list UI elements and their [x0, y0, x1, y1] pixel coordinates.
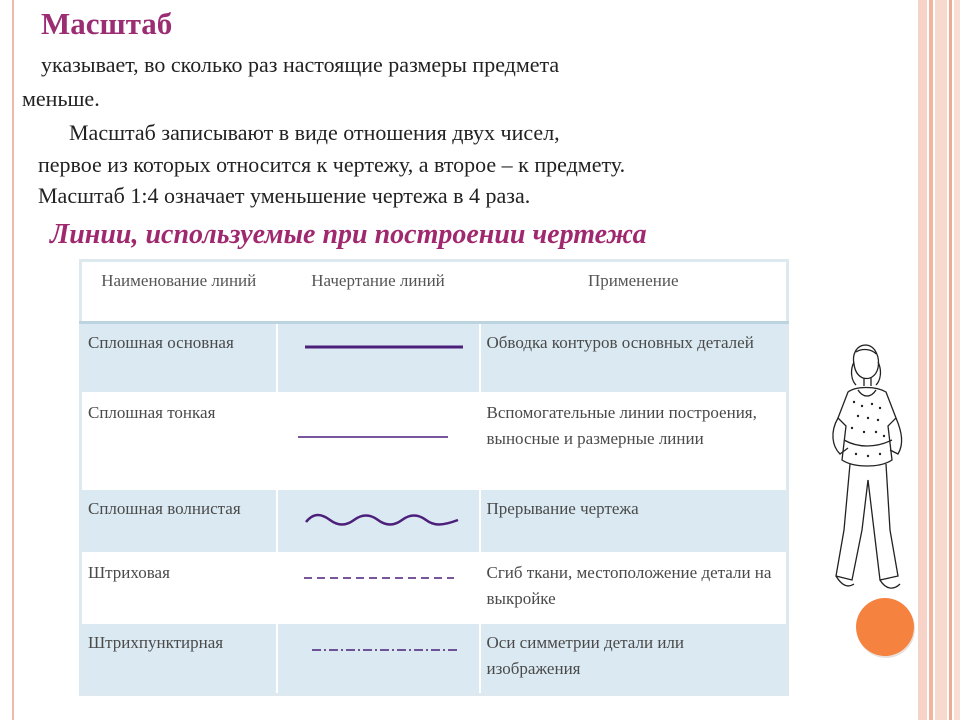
girl-illustration: [818, 340, 918, 600]
line-usage: Сгиб ткани, местоположение детали на выкройке: [480, 553, 788, 623]
line-usage: Обводка контуров основных деталей: [480, 323, 788, 393]
line-types-table: [79, 259, 789, 696]
left-border: [12, 0, 14, 720]
table-row: [81, 623, 788, 695]
line-usage: Вспомогательные линии построения, выносные и размерные линии: [480, 393, 788, 489]
header-usage: Применение: [480, 261, 788, 323]
section-subtitle: Линии, используемые при построении чертежа: [50, 219, 647, 250]
table-row: [81, 323, 788, 393]
slide-title: Масштаб: [41, 6, 173, 41]
line-sample-dashed: [277, 553, 480, 623]
scale-notation-line2: первое из которых относится к чертежу, а второе – к предмету.: [38, 152, 626, 177]
right-decorative-stripes: [918, 0, 960, 720]
line-sample-solid-thin: [277, 393, 480, 489]
scale-notation-line1: Масштаб записывают в виде отношения двух чисел,: [69, 120, 560, 145]
line-name: Штрихпунктирная: [81, 623, 277, 695]
scale-definition-line1: указывает, во сколько раз настоящие размеры предмета: [41, 52, 560, 77]
line-usage: Оси симметрии детали или изображения: [480, 623, 788, 695]
line-name: Сплошная основная: [81, 323, 277, 393]
header-style: Начертание линий: [277, 261, 480, 323]
table-row: [81, 553, 788, 623]
line-sample-dash-dot: [277, 623, 480, 695]
header-name: Наименование линий: [81, 261, 277, 323]
line-name: Штриховая: [81, 553, 277, 623]
scale-definition-line2: меньше.: [22, 86, 100, 111]
decorative-orange-circle: [856, 598, 914, 656]
line-sample-wavy: [277, 489, 480, 553]
line-name: Сплошная тонкая: [81, 393, 277, 489]
table-row: [81, 393, 788, 489]
table-row: [81, 489, 788, 553]
scale-example: Масштаб 1:4 означает уменьшение чертежа в 4 раза.: [38, 183, 531, 208]
line-sample-solid-thick: [277, 323, 480, 393]
line-usage: Прерывание чертежа: [480, 489, 788, 553]
line-name: Сплошная волнистая: [81, 489, 277, 553]
